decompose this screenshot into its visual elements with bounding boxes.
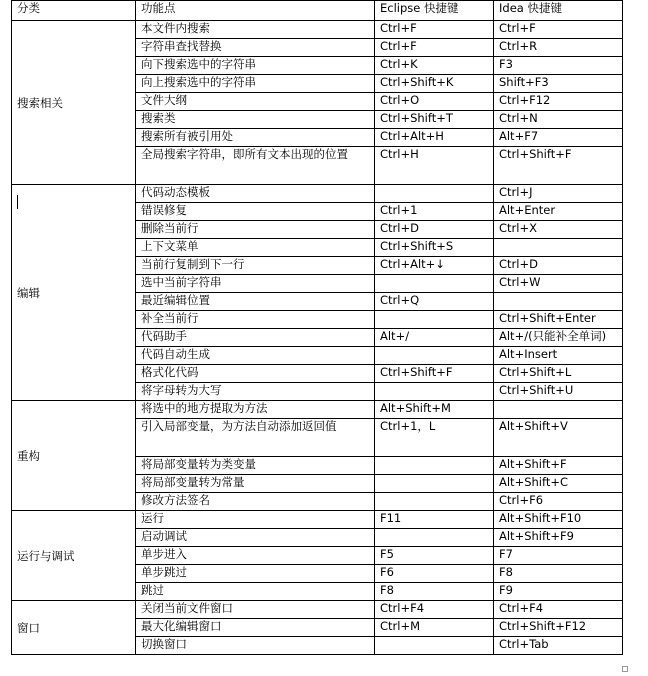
idea-shortcut-cell: Alt+Shift+V (494, 419, 623, 457)
eclipse-shortcut-cell: F8 (375, 583, 494, 601)
idea-shortcut-cell: Alt+Enter (494, 203, 623, 221)
idea-shortcut-cell: Alt+/(只能补全单词) (494, 329, 623, 347)
eclipse-shortcut-cell: Ctrl+Q (375, 293, 494, 311)
table-end-marker (622, 666, 628, 672)
idea-shortcut-cell: Ctrl+D (494, 257, 623, 275)
idea-shortcut-cell: Alt+Shift+C (494, 475, 623, 493)
feature-cell: 将局部变量转为常量 (136, 475, 375, 493)
idea-shortcut-cell: Ctrl+Shift+F (494, 147, 623, 185)
idea-shortcut-cell: Ctrl+Shift+F12 (494, 619, 623, 637)
eclipse-shortcut-cell: Ctrl+Shift+F (375, 365, 494, 383)
feature-cell: 向下搜索选中的字符串 (136, 57, 375, 75)
eclipse-shortcut-cell (375, 457, 494, 475)
idea-shortcut-cell: Ctrl+N (494, 111, 623, 129)
feature-cell: 将字母转为大写 (136, 383, 375, 401)
feature-cell: 将选中的地方提取为方法 (136, 401, 375, 419)
idea-shortcut-cell: Ctrl+F6 (494, 493, 623, 511)
category-cell: 窗口 (12, 601, 136, 655)
eclipse-shortcut-cell (375, 383, 494, 401)
idea-shortcut-cell: F9 (494, 583, 623, 601)
feature-cell: 将局部变量转为类变量 (136, 457, 375, 475)
table-row (12, 511, 623, 529)
idea-shortcut-cell: Alt+Insert (494, 347, 623, 365)
idea-shortcut-cell: Ctrl+Tab (494, 637, 623, 655)
category-cell: 搜索相关 (12, 21, 136, 185)
feature-cell: 文件大纲 (136, 93, 375, 111)
feature-cell: 向上搜索选中的字符串 (136, 75, 375, 93)
shortcut-table (11, 0, 623, 655)
feature-cell: 字符串查找替换 (136, 39, 375, 57)
eclipse-shortcut-cell: F6 (375, 565, 494, 583)
idea-shortcut-cell: Shift+F3 (494, 75, 623, 93)
idea-shortcut-cell (494, 239, 623, 257)
eclipse-shortcut-cell (375, 529, 494, 547)
eclipse-shortcut-cell: Ctrl+H (375, 147, 494, 185)
feature-cell: 最近编辑位置 (136, 293, 375, 311)
feature-cell: 代码动态模板 (136, 185, 375, 203)
idea-shortcut-cell: Ctrl+Shift+Enter (494, 311, 623, 329)
idea-shortcut-cell: Ctrl+J (494, 185, 623, 203)
feature-cell: 错误修复 (136, 203, 375, 221)
feature-cell: 本文件内搜索 (136, 21, 375, 39)
idea-shortcut-cell: Ctrl+F (494, 21, 623, 39)
eclipse-shortcut-cell: Ctrl+Alt+↓ (375, 257, 494, 275)
idea-shortcut-cell: Ctrl+W (494, 275, 623, 293)
header-category: 分类 (12, 1, 136, 21)
eclipse-shortcut-cell (375, 637, 494, 655)
idea-shortcut-cell: F7 (494, 547, 623, 565)
idea-shortcut-cell: Ctrl+Shift+L (494, 365, 623, 383)
idea-shortcut-cell: Ctrl+X (494, 221, 623, 239)
category-cell: 重构 (12, 401, 136, 511)
feature-cell: 代码自动生成 (136, 347, 375, 365)
feature-cell: 最大化编辑窗口 (136, 619, 375, 637)
eclipse-shortcut-cell: F11 (375, 511, 494, 529)
feature-cell: 关闭当前文件窗口 (136, 601, 375, 619)
feature-cell: 运行 (136, 511, 375, 529)
table-row (12, 185, 623, 203)
eclipse-shortcut-cell: Alt+Shift+M (375, 401, 494, 419)
feature-cell: 单步进入 (136, 547, 375, 565)
feature-cell: 搜索所有被引用处 (136, 129, 375, 147)
feature-cell: 跳过 (136, 583, 375, 601)
category-cell: 运行与调试 (12, 511, 136, 601)
feature-cell: 当前行复制到下一行 (136, 257, 375, 275)
feature-cell: 修改方法签名 (136, 493, 375, 511)
idea-shortcut-cell: Ctrl+F12 (494, 93, 623, 111)
eclipse-shortcut-cell (375, 311, 494, 329)
eclipse-shortcut-cell: Ctrl+F (375, 21, 494, 39)
eclipse-shortcut-cell (375, 275, 494, 293)
feature-cell: 引入局部变量，为方法自动添加返回值 (136, 419, 375, 457)
eclipse-shortcut-cell: Ctrl+K (375, 57, 494, 75)
idea-shortcut-cell: Alt+F7 (494, 129, 623, 147)
eclipse-shortcut-cell: F5 (375, 547, 494, 565)
eclipse-shortcut-cell: Ctrl+Shift+T (375, 111, 494, 129)
eclipse-shortcut-cell: Alt+/ (375, 329, 494, 347)
text-cursor (17, 195, 18, 209)
header-feature: 功能点 (136, 1, 375, 21)
eclipse-shortcut-cell: Ctrl+1 (375, 203, 494, 221)
idea-shortcut-cell: Alt+Shift+F (494, 457, 623, 475)
eclipse-shortcut-cell: Ctrl+F4 (375, 601, 494, 619)
eclipse-shortcut-cell (375, 493, 494, 511)
eclipse-shortcut-cell: Ctrl+Shift+K (375, 75, 494, 93)
feature-cell: 单步跳过 (136, 565, 375, 583)
table-row (12, 601, 623, 619)
feature-cell: 启动调试 (136, 529, 375, 547)
idea-shortcut-cell: Ctrl+R (494, 39, 623, 57)
eclipse-shortcut-cell: Ctrl+M (375, 619, 494, 637)
eclipse-shortcut-cell: Ctrl+D (375, 221, 494, 239)
idea-shortcut-cell: Alt+Shift+F9 (494, 529, 623, 547)
feature-cell: 切换窗口 (136, 637, 375, 655)
header-eclipse: Eclipse 快捷键 (375, 1, 494, 21)
header-row (12, 1, 623, 21)
idea-shortcut-cell: Alt+Shift+F10 (494, 511, 623, 529)
feature-cell: 删除当前行 (136, 221, 375, 239)
feature-cell: 全局搜索字符串，即所有文本出现的位置 (136, 147, 375, 185)
feature-cell: 补全当前行 (136, 311, 375, 329)
eclipse-shortcut-cell: Ctrl+Alt+H (375, 129, 494, 147)
eclipse-shortcut-cell (375, 347, 494, 365)
idea-shortcut-cell: Ctrl+Shift+U (494, 383, 623, 401)
idea-shortcut-cell (494, 293, 623, 311)
feature-cell: 上下文菜单 (136, 239, 375, 257)
eclipse-shortcut-cell: Ctrl+Shift+S (375, 239, 494, 257)
feature-cell: 格式化代码 (136, 365, 375, 383)
eclipse-shortcut-cell: Ctrl+F (375, 39, 494, 57)
idea-shortcut-cell: F3 (494, 57, 623, 75)
eclipse-shortcut-cell (375, 475, 494, 493)
table-body (12, 21, 623, 655)
feature-cell: 选中当前字符串 (136, 275, 375, 293)
table-row (12, 401, 623, 419)
eclipse-shortcut-cell (375, 185, 494, 203)
header-idea: Idea 快捷键 (494, 1, 623, 21)
idea-shortcut-cell (494, 401, 623, 419)
feature-cell: 搜索类 (136, 111, 375, 129)
category-cell: 编辑 (12, 185, 136, 401)
table-row (12, 21, 623, 39)
eclipse-shortcut-cell: Ctrl+1，L (375, 419, 494, 457)
idea-shortcut-cell: F8 (494, 565, 623, 583)
eclipse-shortcut-cell: Ctrl+O (375, 93, 494, 111)
feature-cell: 代码助手 (136, 329, 375, 347)
idea-shortcut-cell: Ctrl+F4 (494, 601, 623, 619)
